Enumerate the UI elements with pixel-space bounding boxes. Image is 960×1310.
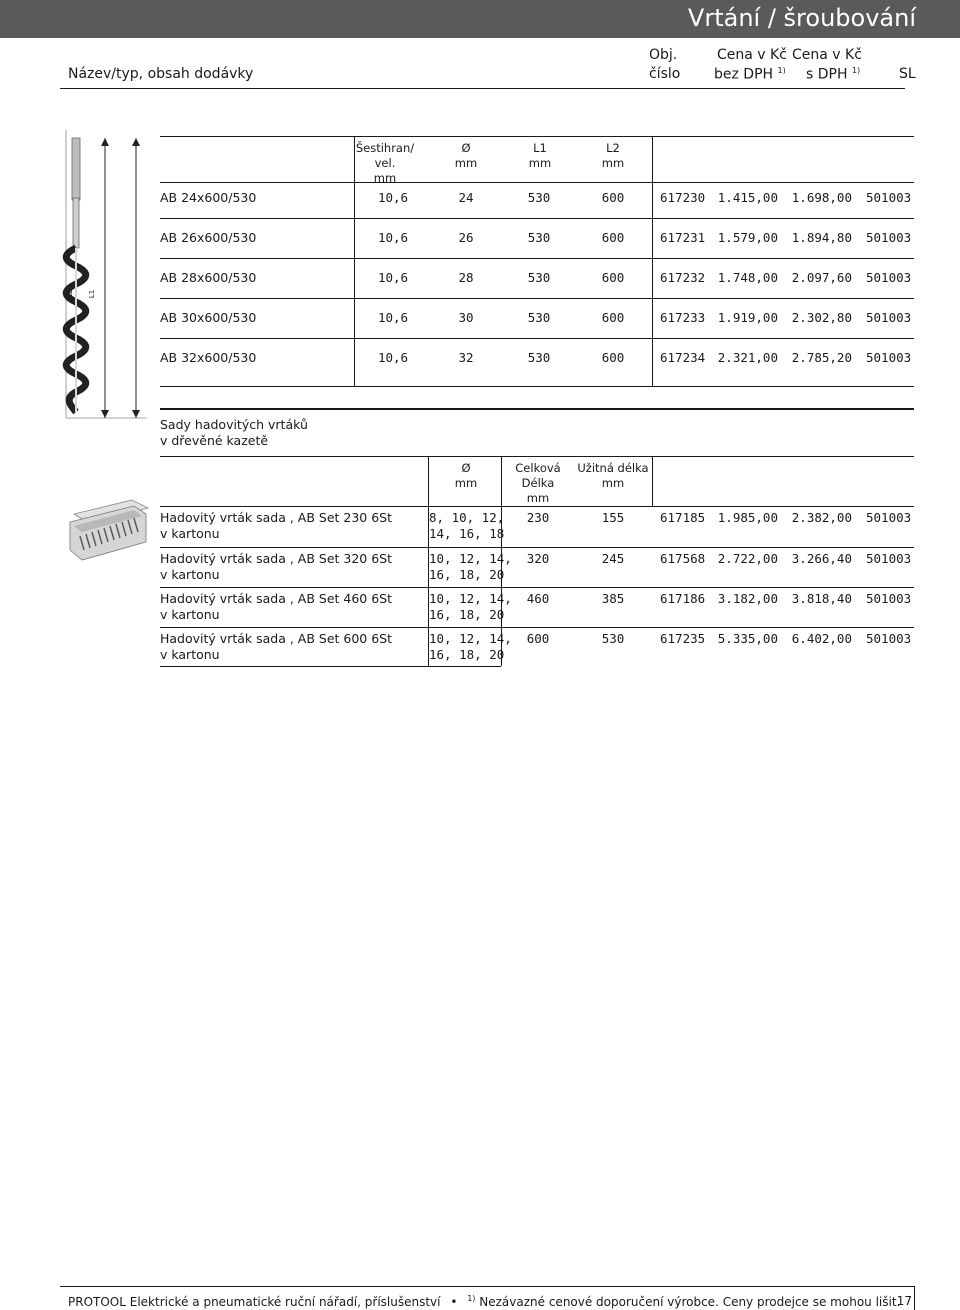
table1-bottom-rule <box>160 386 914 387</box>
footnote-mark: 1) <box>851 66 861 75</box>
section2-top-rule <box>160 408 914 410</box>
section-title: Vrtání / šroubování <box>687 4 916 32</box>
table1-top-rule <box>160 136 914 137</box>
column-header-obj-line2: číslo <box>649 66 681 82</box>
row-divider <box>160 338 914 339</box>
row-divider <box>160 258 914 259</box>
section2-title-rule <box>160 456 914 457</box>
table2-bottom-rule <box>160 666 501 667</box>
footer-note: Nezávazné cenové doporučení výrobce. Ceny prodejce se mohou lišit. <box>479 1295 901 1309</box>
row-divider <box>160 218 914 219</box>
row-divider <box>160 547 914 548</box>
table1-header-l2: L2 mm <box>601 141 625 170</box>
table2-header-total-length: Celková Délka mm <box>515 461 561 505</box>
column-header-name: Název/typ, obsah dodávky <box>68 66 254 82</box>
section2-subtitle: v dřevěné kazetě <box>160 433 269 448</box>
footer-text <box>68 1294 900 1309</box>
column-header-price-in-line2: s DPH $^{1)}$ <box>806 66 861 83</box>
table1-divider-right <box>652 136 653 386</box>
table1-header-diameter: Ø mm <box>454 141 478 170</box>
table2-header-usable-length: Užitná délka mm <box>577 461 649 490</box>
table2-header-rule <box>160 506 914 507</box>
footnote-mark: 1) <box>777 66 786 75</box>
table1-header-l1: L1 mm <box>528 141 552 170</box>
dimension-label-l1: L1 <box>88 289 97 299</box>
auger-bit-image <box>55 130 155 430</box>
footer-edge <box>914 1286 915 1310</box>
section2-title: Sady hadovitých vrtáků <box>160 417 308 432</box>
row-divider <box>160 587 914 588</box>
column-header-price-in-line1: Cena v Kč <box>792 47 862 63</box>
row-divider <box>160 627 914 628</box>
footer-brand: PROTOOL Elektrické a pneumatické ruční nářadí, příslušenství <box>68 1295 441 1309</box>
column-header-obj-line1: Obj. <box>649 47 678 63</box>
column-header-price-ex-line1: Cena v Kč <box>717 47 787 63</box>
dimension-label-l2: L2 <box>66 289 75 299</box>
page-number: 17 <box>896 1294 912 1308</box>
table2-header-diameter: Ø mm <box>454 461 478 490</box>
header-divider <box>60 88 905 89</box>
footer-bullet: • <box>450 1295 458 1309</box>
row-divider <box>160 298 914 299</box>
table2-divider-right <box>652 456 653 506</box>
table1-header-hex: Šestihran/ vel. mm <box>355 141 415 185</box>
footer-rule <box>60 1286 915 1287</box>
footer-footnote-mark: 1) <box>467 1294 476 1303</box>
column-header-sl: SL <box>899 66 916 82</box>
wooden-case-image <box>62 492 152 567</box>
table1-header-rule <box>160 182 914 183</box>
column-header-price-ex-line2: bez DPH $^{1)}$ <box>714 66 786 83</box>
